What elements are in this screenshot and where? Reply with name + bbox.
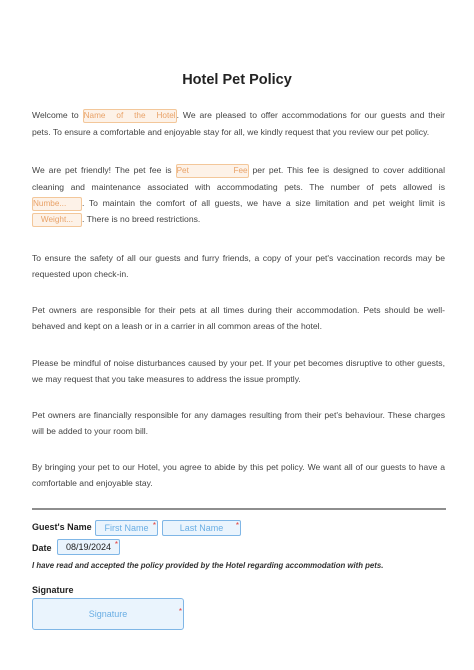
document-title: Hotel Pet Policy: [182, 72, 292, 88]
pet-fee-line-1: [32, 162, 445, 178]
last-name-input[interactable]: [162, 520, 241, 536]
intro-line-2: pets. To ensure a comfortable and enjoyable stay for all, we kindly request that you review our pet policy.: [32, 127, 430, 137]
first-name-input[interactable]: [95, 520, 158, 536]
required-asterisk: *: [114, 540, 118, 549]
weight-limit-field[interactable]: Weight...: [32, 213, 82, 227]
required-asterisk: *: [235, 521, 239, 530]
signature-pad[interactable]: [32, 598, 184, 630]
intro-text-after: . We are pleased to offer accommodations for our guests and their: [176, 110, 446, 120]
vaccination-paragraph: To ensure the safety of all our guests and furry friends, a copy of your pet's vaccination records may be requested upon check-in.: [32, 253, 445, 279]
hotel-name-field[interactable]: Name of the Hotel: [83, 109, 177, 123]
noise-paragraph: Please be mindful of noise disturbances caused by your pet. If your pet becomes disruptive to other guests, we may request that you take measures to address the issue promptly.: [32, 358, 445, 384]
intro-line-1: [32, 107, 445, 123]
breed-text: . There is no breed restrictions.: [82, 214, 201, 224]
guest-name-label: Guest's Name: [32, 522, 92, 532]
last-name-placeholder: Last Name: [179, 523, 224, 533]
signature-label: Signature: [32, 585, 74, 595]
required-asterisk: *: [178, 607, 182, 616]
date-input[interactable]: [57, 539, 120, 555]
date-value: 08/19/2024: [65, 542, 112, 552]
pet-fee-line-3: [32, 195, 445, 211]
intro-text-before: Welcome to: [32, 110, 79, 120]
number-of-pets-field[interactable]: Numbe...: [32, 197, 82, 211]
required-asterisk: *: [152, 521, 156, 530]
pet-fee-field[interactable]: Pet Fee: [176, 164, 249, 178]
responsibility-paragraph: Pet owners are responsible for their pets at all times during their accommodation. Pets should be well-behaved and kept on a leash or in a carrier in all common areas of the hotel.: [32, 305, 445, 331]
agreement-paragraph: By bringing your pet to our Hotel, you agree to abide by this pet policy. We want all of our guests to have a comfortable and enjoyable stay.: [32, 462, 445, 488]
declaration-text: I have read and accepted the policy provided by the Hotel regarding accommodation with pets.: [32, 561, 384, 570]
pet-fee-line-2: cleaning and maintenance associated with accommodating pets. The number of pets allowed is: [32, 182, 445, 192]
pet-limit-text: . To maintain the comfort of all guests, we have a size limitation and pet weight limit is: [82, 198, 445, 208]
pet-fee-line-4: [32, 211, 445, 227]
pet-fee-text-a: We are pet friendly! The pet fee is: [32, 165, 172, 175]
first-name-placeholder: First Name: [104, 523, 149, 533]
date-label: Date: [32, 543, 52, 553]
section-divider: [32, 508, 446, 510]
signature-placeholder: Signature: [88, 609, 128, 619]
damages-paragraph: Pet owners are financially responsible for any damages resulting from their pet's behaviour. These charges will be added to your room bill.: [32, 410, 445, 436]
pet-fee-text-b: per pet. This fee is designed to cover additional: [252, 165, 445, 175]
